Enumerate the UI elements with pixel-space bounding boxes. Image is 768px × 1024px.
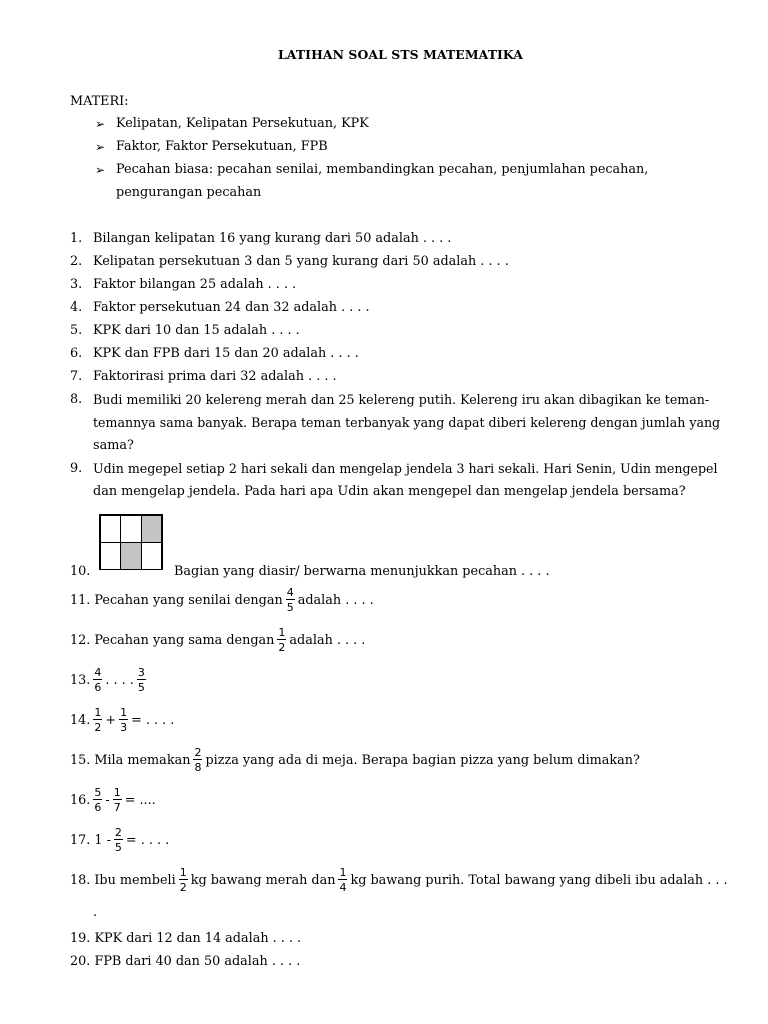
question-text: dan mengelap jendela. Pada hari apa Udin akan mengepel dan mengelap jendela bersama? <box>93 484 686 499</box>
grid-cell-shaded <box>141 515 163 543</box>
question-text: = . . . . <box>131 712 175 728</box>
question-number: 4. <box>70 300 83 315</box>
question-19 <box>70 931 301 946</box>
question-number: 3. <box>70 277 83 292</box>
question-number: 2. <box>70 254 83 269</box>
question-text: Faktor persekutuan 24 dan 32 adalah . . . . <box>93 300 370 315</box>
grid-cell <box>100 515 122 543</box>
fraction <box>193 747 202 773</box>
fraction-denominator: 6 <box>94 681 102 694</box>
question-17 <box>70 827 169 853</box>
question-number: 6. <box>70 346 83 361</box>
fraction <box>286 587 295 613</box>
question-text-tail: . <box>93 905 98 920</box>
operator: + <box>105 712 117 728</box>
question-text: adalah . . . . <box>297 592 374 608</box>
fraction-numerator: 2 <box>114 826 122 839</box>
fraction-numerator: 1 <box>94 706 102 719</box>
materi-item: Pecahan biasa: pecahan senilai, membandingkan pecahan, penjumlahan pecahan, <box>116 162 649 177</box>
question-number: 9. <box>70 461 83 476</box>
question-number: 20. <box>70 954 91 969</box>
question-number: 19. <box>70 931 91 946</box>
arrow-bullet-icon: ➢ <box>95 140 106 154</box>
grid-cell <box>141 542 163 570</box>
question-number: 7. <box>70 369 83 384</box>
question-number: 14. <box>70 712 91 728</box>
question-text: KPK dan FPB dari 15 dan 20 adalah . . . . <box>93 346 359 361</box>
fraction <box>93 787 102 813</box>
question-text: 1 - <box>94 832 111 848</box>
fraction-numerator: 1 <box>278 626 286 639</box>
question-15 <box>70 747 640 773</box>
fraction <box>179 867 188 893</box>
question-text: Faktor bilangan 25 adalah . . . . <box>93 277 297 292</box>
fraction-denominator: 6 <box>94 801 102 814</box>
fraction-denominator: 4 <box>339 881 347 894</box>
question-text: Udin megepel setiap 2 hari sekali dan mengelap jendela 3 hari sekali. Hari Senin, Udin mengepel <box>93 461 718 476</box>
question-20 <box>70 954 300 969</box>
fraction-numerator: 1 <box>339 866 347 879</box>
fraction <box>93 707 102 733</box>
fraction-numerator: 5 <box>94 786 102 799</box>
question-text: Kelipatan persekutuan 3 dan 5 yang kurang dari 50 adalah . . . . <box>93 254 509 269</box>
question-text: FPB dari 40 dan 50 adalah . . . . <box>94 954 301 969</box>
fraction-denominator: 8 <box>194 761 202 774</box>
question-text: Bilangan kelipatan 16 yang kurang dari 50 adalah . . . . <box>93 231 452 246</box>
fraction-numerator: 1 <box>120 706 128 719</box>
fraction-numerator: 1 <box>113 786 121 799</box>
question-number: 5. <box>70 323 83 338</box>
arrow-bullet-icon: ➢ <box>95 117 106 131</box>
question-text: kg bawang purih. Total bawang yang dibeli ibu adalah . . . <box>350 872 728 888</box>
question-12 <box>70 627 365 653</box>
question-14 <box>70 707 174 733</box>
fraction <box>137 667 146 693</box>
question-text: = . . . . <box>125 832 170 848</box>
fraction <box>114 827 123 853</box>
question-number: 12. <box>70 632 91 648</box>
question-18 <box>70 867 728 893</box>
question-text: sama? <box>93 438 134 453</box>
fraction-denominator: 7 <box>113 801 121 814</box>
question-text: pizza yang ada di meja. Berapa bagian pizza yang belum dimakan? <box>205 752 640 768</box>
question-text: Mila memakan <box>94 752 191 768</box>
question-text: KPK dari 12 dan 14 adalah . . . . <box>94 931 302 946</box>
fraction-denominator: 2 <box>94 721 102 734</box>
question-text: Faktorirasi prima dari 32 adalah . . . . <box>93 369 337 384</box>
question-number: 15. <box>70 752 91 768</box>
fraction <box>113 787 122 813</box>
question-number: 1. <box>70 231 83 246</box>
fraction-numerator: 3 <box>137 666 145 679</box>
materi-item: Kelipatan, Kelipatan Persekutuan, KPK <box>116 116 369 131</box>
materi-item-continuation: pengurangan pecahan <box>116 185 262 200</box>
comparison-blank: . . . . <box>105 672 134 688</box>
question-text: KPK dari 10 dan 15 adalah . . . . <box>93 323 300 338</box>
fraction-numerator: 1 <box>179 866 187 879</box>
question-text: Budi memiliki 20 kelereng merah dan 25 kelereng putih. Kelereng iru akan dibagikan ke teman- <box>93 392 710 407</box>
question-text: = .... <box>124 792 156 808</box>
question-16 <box>70 787 156 813</box>
fraction-denominator: 2 <box>179 881 187 894</box>
question-text: Ibu membeli <box>94 872 176 888</box>
fraction-numerator: 4 <box>94 666 102 679</box>
grid-cell-shaded <box>120 542 142 570</box>
question-number: 8. <box>70 392 83 407</box>
question-number: 11. <box>70 592 91 608</box>
operator: - <box>105 792 110 808</box>
grid-cell <box>120 515 142 543</box>
fraction-numerator: 2 <box>194 746 202 759</box>
fraction-denominator: 2 <box>278 641 286 654</box>
question-number: 16. <box>70 792 91 808</box>
question-number: 13. <box>70 672 91 688</box>
question-text: adalah . . . . <box>289 632 366 648</box>
question-number: 18. <box>70 872 91 888</box>
fraction-denominator: 5 <box>114 841 122 854</box>
question-11 <box>70 587 374 613</box>
grid-cell <box>100 542 122 570</box>
question-13 <box>70 667 149 693</box>
question-text: Bagian yang diasir/ berwarna menunjukkan pecahan . . . . <box>174 564 550 579</box>
question-number: 10. <box>70 564 91 579</box>
fraction-denominator: 3 <box>120 721 128 734</box>
fraction-numerator: 4 <box>286 586 294 599</box>
question-number: 17. <box>70 832 91 848</box>
fraction-grid-figure <box>99 514 163 570</box>
fraction <box>338 867 347 893</box>
fraction <box>277 627 286 653</box>
materi-item: Faktor, Faktor Persekutuan, FPB <box>116 139 328 154</box>
question-text: temannya sama banyak. Berapa teman terbanyak yang dapat diberi kelereng dengan jumlah yang <box>93 415 721 430</box>
arrow-bullet-icon: ➢ <box>95 163 106 177</box>
page-title: LATIHAN SOAL STS MATEMATIKA <box>278 47 523 62</box>
materi-heading: MATERI: <box>70 94 129 109</box>
fraction-denominator: 5 <box>137 681 145 694</box>
fraction <box>119 707 128 733</box>
fraction-denominator: 5 <box>286 601 294 614</box>
question-text: Pecahan yang senilai dengan <box>94 592 283 608</box>
question-text: Pecahan yang sama dengan <box>94 632 275 648</box>
fraction <box>93 667 102 693</box>
question-text: kg bawang merah dan <box>190 872 336 888</box>
